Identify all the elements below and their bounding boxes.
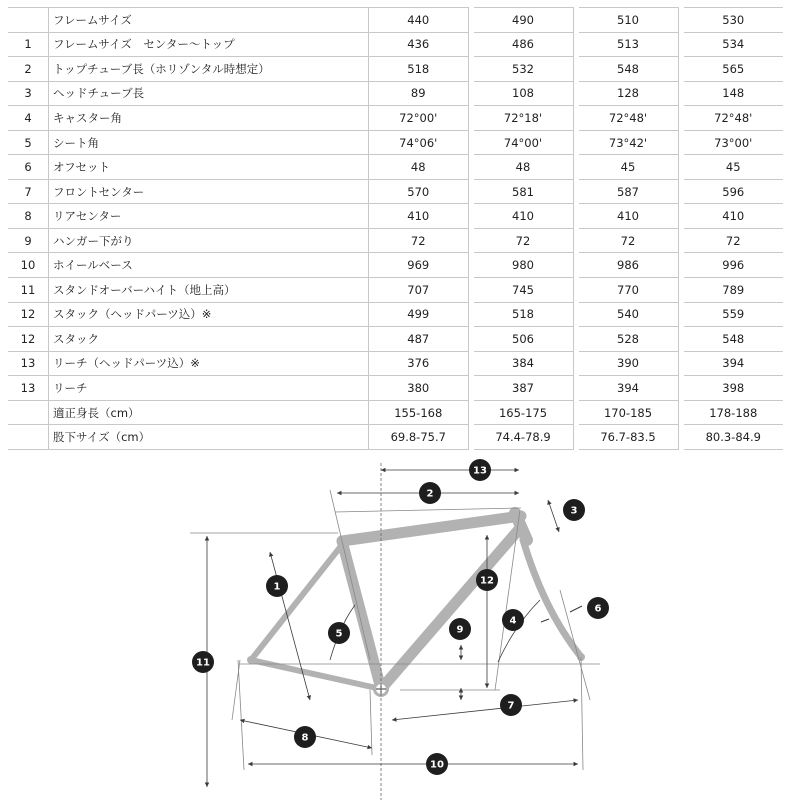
dim-head-tube-arrow-start <box>547 500 551 505</box>
row-number: 12 <box>8 302 49 327</box>
row-number: 3 <box>8 81 49 106</box>
row-label: ハンガー下がり <box>49 228 369 253</box>
label-badge-text: 13 <box>473 465 487 477</box>
dim-stack-arrow-end <box>485 684 490 688</box>
row-label: フレームサイズ センター〜トップ <box>49 32 369 57</box>
row-label: スタック <box>49 327 369 352</box>
row-label: リーチ <box>49 376 369 401</box>
dim-wheelbase-arrow-end <box>574 762 578 767</box>
row-label: 適正身長（cm） <box>49 400 369 425</box>
row-value: 548 <box>579 57 679 82</box>
row-value: 74°06' <box>369 130 469 155</box>
row-value: 45 <box>579 155 679 180</box>
row-value: 128 <box>579 81 679 106</box>
dim-top-tube-arrow-end <box>515 491 519 496</box>
dim-offset-tick <box>570 606 582 612</box>
row-value: 410 <box>684 204 784 229</box>
label-badge-text: 1 <box>273 581 281 593</box>
dim-stack-arrow-start <box>485 535 490 539</box>
row-label: シート角 <box>49 130 369 155</box>
row-value: 384 <box>474 351 574 376</box>
size-header: 530 <box>684 8 784 33</box>
label-badge-text: 9 <box>456 624 464 636</box>
rear-wheel-vertical <box>238 660 244 770</box>
row-label: リーチ（ヘッドパーツ込）※ <box>49 351 369 376</box>
row-label: スタンドオーバーハイト（地上高） <box>49 278 369 303</box>
row-value: 73°42' <box>579 130 679 155</box>
row-label: オフセット <box>49 155 369 180</box>
size-header: 490 <box>474 8 574 33</box>
row-value: 72 <box>684 228 784 253</box>
dim-offset-tick-2 <box>541 619 549 622</box>
dim-seat-tube-arrow-end <box>307 695 311 700</box>
label-badge-text: 7 <box>507 700 515 712</box>
row-label: キャスター角 <box>49 106 369 131</box>
row-value: 45 <box>684 155 784 180</box>
row-value: 745 <box>474 278 574 303</box>
row-value: 72°48' <box>684 106 784 131</box>
dim-wheelbase-arrow-start <box>248 762 252 767</box>
dim-rear-center-arrow-start <box>240 719 245 723</box>
dim-rear-center-arrow-end <box>367 745 372 749</box>
row-value: 387 <box>474 376 574 401</box>
row-value: 570 <box>369 179 469 204</box>
dim-bb-drop-upper-arrow-end <box>459 656 464 660</box>
rear-axle <box>247 656 255 664</box>
seat-tube <box>342 541 381 689</box>
row-value: 548 <box>684 327 784 352</box>
label-badge-text: 3 <box>570 505 578 517</box>
row-value: 996 <box>684 253 784 278</box>
row-value: 72 <box>474 228 574 253</box>
head-angle-arc <box>498 600 540 662</box>
row-value: 394 <box>684 351 784 376</box>
label-badge-text: 12 <box>480 575 494 587</box>
row-value: 486 <box>474 32 574 57</box>
dim-standover-arrow-start <box>205 536 210 540</box>
row-value: 581 <box>474 179 574 204</box>
row-number: 5 <box>8 130 49 155</box>
row-value: 518 <box>474 302 574 327</box>
row-value: 74.4-78.9 <box>474 425 574 450</box>
row-value: 559 <box>684 302 784 327</box>
row-value: 980 <box>474 253 574 278</box>
row-value: 155-168 <box>369 400 469 425</box>
row-label: ヘッドチューブ長 <box>49 81 369 106</box>
row-value: 72°18' <box>474 106 574 131</box>
row-label: 股下サイズ（cm） <box>49 425 369 450</box>
row-label: フロントセンター <box>49 179 369 204</box>
dim-head-tube-line <box>548 500 559 532</box>
row-value: 969 <box>369 253 469 278</box>
row-value: 410 <box>369 204 469 229</box>
dim-bb-drop-upper-arrow-start <box>459 645 464 649</box>
row-value: 394 <box>579 376 679 401</box>
row-value: 506 <box>474 327 574 352</box>
row-value: 165-175 <box>474 400 574 425</box>
label-badge-text: 4 <box>509 615 517 627</box>
row-value: 789 <box>684 278 784 303</box>
row-value: 410 <box>474 204 574 229</box>
seat-stay <box>251 541 345 660</box>
row-value: 707 <box>369 278 469 303</box>
row-value: 487 <box>369 327 469 352</box>
row-value: 565 <box>684 57 784 82</box>
dim-seat-tube-arrow-start <box>269 552 273 557</box>
row-label: スタック（ヘッドパーツ込）※ <box>49 302 369 327</box>
label-badge-text: 2 <box>426 488 434 500</box>
row-value: 528 <box>579 327 679 352</box>
row-value: 72 <box>369 228 469 253</box>
row-value: 436 <box>369 32 469 57</box>
row-value: 398 <box>684 376 784 401</box>
row-label: ホイールベース <box>49 253 369 278</box>
row-value: 74°00' <box>474 130 574 155</box>
row-value: 587 <box>579 179 679 204</box>
row-label: トップチューブ長（ホリゾンタル時想定） <box>49 57 369 82</box>
row-number: 13 <box>8 351 49 376</box>
label-badge-text: 8 <box>301 732 309 744</box>
fork <box>523 540 581 657</box>
row-number: 13 <box>8 376 49 401</box>
row-value: 596 <box>684 179 784 204</box>
size-header: 440 <box>369 8 469 33</box>
row-value: 986 <box>579 253 679 278</box>
row-value: 410 <box>579 204 679 229</box>
row-value: 770 <box>579 278 679 303</box>
row-number: 6 <box>8 155 49 180</box>
row-value: 69.8-75.7 <box>369 425 469 450</box>
row-value: 376 <box>369 351 469 376</box>
label-badge-text: 6 <box>594 603 602 615</box>
row-value: 80.3-84.9 <box>684 425 784 450</box>
top-tube <box>342 516 521 541</box>
row-value: 89 <box>369 81 469 106</box>
dim-standover-arrow-end <box>205 783 210 787</box>
row-number: 7 <box>8 179 49 204</box>
row-value: 513 <box>579 32 679 57</box>
row-number: 8 <box>8 204 49 229</box>
row-number: 2 <box>8 57 49 82</box>
row-value: 76.7-83.5 <box>579 425 679 450</box>
dim-reach-arrow-start <box>381 468 385 473</box>
size-header: 510 <box>579 8 679 33</box>
row-value: 48 <box>369 155 469 180</box>
row-label: リアセンター <box>49 204 369 229</box>
row-value: 499 <box>369 302 469 327</box>
label-badge-text: 5 <box>335 628 343 640</box>
row-number: 4 <box>8 106 49 131</box>
row-value: 178-188 <box>684 400 784 425</box>
row-value: 534 <box>684 32 784 57</box>
bb-drop-vertical <box>370 690 372 755</box>
row-value: 390 <box>579 351 679 376</box>
row-label: フレームサイズ <box>49 8 369 33</box>
row-value: 148 <box>684 81 784 106</box>
dim-top-tube-arrow-start <box>337 491 341 496</box>
steer-axis-ref <box>560 590 590 700</box>
row-value: 532 <box>474 57 574 82</box>
row-value: 108 <box>474 81 574 106</box>
row-value: 72°00' <box>369 106 469 131</box>
row-number: 10 <box>8 253 49 278</box>
row-value: 380 <box>369 376 469 401</box>
row-value: 72°48' <box>579 106 679 131</box>
row-number: 9 <box>8 228 49 253</box>
row-value: 73°00' <box>684 130 784 155</box>
label-badge-text: 11 <box>196 657 210 669</box>
down-tube <box>381 527 521 689</box>
row-number: 11 <box>8 278 49 303</box>
dim-bb-drop-lower-arrow-end <box>459 696 464 700</box>
row-value: 518 <box>369 57 469 82</box>
row-number: 1 <box>8 32 49 57</box>
row-value: 540 <box>579 302 679 327</box>
dim-head-tube-arrow-end <box>555 527 559 532</box>
row-value: 48 <box>474 155 574 180</box>
dim-reach-arrow-end <box>515 468 519 473</box>
row-value: 170-185 <box>579 400 679 425</box>
row-number: 12 <box>8 327 49 352</box>
dim-front-center-line <box>392 700 578 720</box>
label-badge-text: 10 <box>430 759 444 771</box>
row-value: 72 <box>579 228 679 253</box>
horizontal-top-tube-ref <box>335 508 521 512</box>
